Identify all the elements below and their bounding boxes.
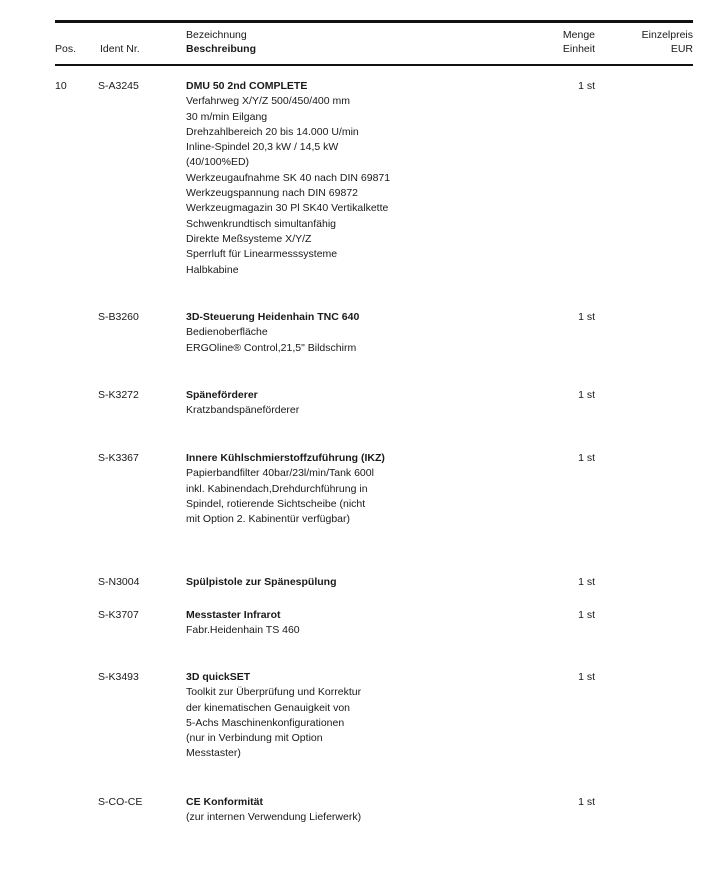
item-description-line: ERGOline® Control,21,5" Bildschirm	[186, 341, 357, 354]
item-quantity: 1 st	[578, 80, 595, 92]
item-ident-number: S-K3367	[98, 452, 139, 464]
item-title: 3D quickSET	[186, 671, 251, 683]
item-title: Spülpistole zur Spänespülung	[186, 576, 337, 588]
item-description-line: inkl. Kabinendach,Drehdurchführung in	[186, 482, 368, 495]
item-quantity: 1 st	[578, 609, 595, 621]
item-description-line: Kratzbandspäneförderer	[186, 404, 300, 417]
column-header-description	[186, 28, 256, 56]
column-header-pos: Pos.	[55, 43, 77, 55]
item-pos: 10	[55, 80, 67, 92]
item-description	[186, 795, 526, 826]
item-quantity: 1 st	[578, 671, 595, 683]
item-description	[186, 575, 526, 590]
column-header-einheit: Einheit	[562, 43, 595, 55]
item-quantity: 1 st	[578, 796, 595, 808]
item-ident-number: S-A3245	[98, 80, 139, 92]
item-description	[186, 608, 526, 639]
item-ident-number: S-K3272	[98, 389, 139, 401]
column-header-currency: EUR	[670, 43, 693, 55]
column-header-beschreibung: Beschreibung	[186, 43, 257, 55]
item-title: 3D-Steuerung Heidenhain TNC 640	[186, 311, 360, 323]
item-description-line: Drehzahlbereich 20 bis 14.000 U/min	[186, 125, 359, 138]
item-description-line: Schwenkrundtisch simultanfähig	[186, 217, 336, 230]
item-description-line: Verfahrweg X/Y/Z 500/450/400 mm	[186, 95, 351, 108]
column-header-bezeichnung: Bezeichnung	[186, 29, 247, 41]
item-title: CE Konformität	[186, 796, 263, 808]
item-description-line: Sperrluft für Linearmesssysteme	[186, 248, 338, 261]
item-quantity: 1 st	[578, 452, 595, 464]
item-description-line: Werkzeugspannung nach DIN 69872	[186, 187, 359, 200]
item-description	[186, 670, 526, 762]
item-description-line: Papierbandfilter 40bar/23l/min/Tank 600l	[186, 467, 374, 480]
item-ident-number: S-K3493	[98, 671, 139, 683]
item-quantity: 1 st	[578, 576, 595, 588]
item-ident-number: S-K3707	[98, 609, 139, 621]
header-top-rule	[55, 20, 693, 23]
item-description-line: Spindel, rotierende Sichtscheibe (nicht	[186, 497, 366, 510]
item-quantity: 1 st	[578, 389, 595, 401]
item-description	[186, 310, 526, 356]
column-header-quantity	[540, 28, 595, 56]
item-title: Innere Kühlschmierstoffzuführung (IKZ)	[186, 452, 385, 464]
item-description-line: Bedienoberfläche	[186, 326, 268, 339]
header-bottom-rule	[55, 64, 693, 66]
item-description	[186, 388, 526, 419]
item-description-line: Toolkit zur Überprüfung und Korrektur	[186, 686, 362, 699]
item-title: Messtaster Infrarot	[186, 609, 281, 621]
item-quantity: 1 st	[578, 311, 595, 323]
item-description-line: mit Option 2. Kabinentür verfügbar)	[186, 513, 351, 526]
item-description-line: (nur in Verbindung mit Option	[186, 732, 323, 745]
item-description-line: Inline-Spindel 20,3 kW / 14,5 kW	[186, 141, 339, 154]
item-description-line: Direkte Meßsysteme X/Y/Z	[186, 232, 312, 245]
item-description-line: Werkzeugaufnahme SK 40 nach DIN 69871	[186, 171, 391, 184]
item-ident-number: S-CO-CE	[98, 796, 143, 808]
item-title: Späneförderer	[186, 389, 258, 401]
item-description	[186, 79, 526, 278]
item-description-line: Fabr.Heidenhain TS 460	[186, 624, 300, 637]
item-description-line: (40/100%ED)	[186, 156, 250, 169]
column-header-price	[620, 28, 693, 56]
item-description-line: 30 m/min Eilgang	[186, 110, 268, 123]
item-description-line: Messtaster)	[186, 747, 241, 760]
column-header-ident: Ident Nr.	[100, 43, 140, 55]
item-description	[186, 451, 526, 527]
item-description-line: 5-Achs Maschinenkonfigurationen	[186, 716, 345, 729]
item-description-line: (zur internen Verwendung Lieferwerk)	[186, 811, 362, 824]
item-title: DMU 50 2nd COMPLETE	[186, 80, 308, 92]
item-ident-number: S-B3260	[98, 311, 139, 323]
item-description-line: Werkzeugmagazin 30 Pl SK40 Vertikalkette	[186, 202, 389, 215]
column-header-menge: Menge	[562, 29, 595, 41]
item-description-line: Halbkabine	[186, 263, 239, 276]
column-header-einzelpreis: Einzelpreis	[641, 29, 693, 41]
item-ident-number: S-N3004	[98, 576, 140, 588]
item-description-line: der kinematischen Genauigkeit von	[186, 701, 351, 714]
